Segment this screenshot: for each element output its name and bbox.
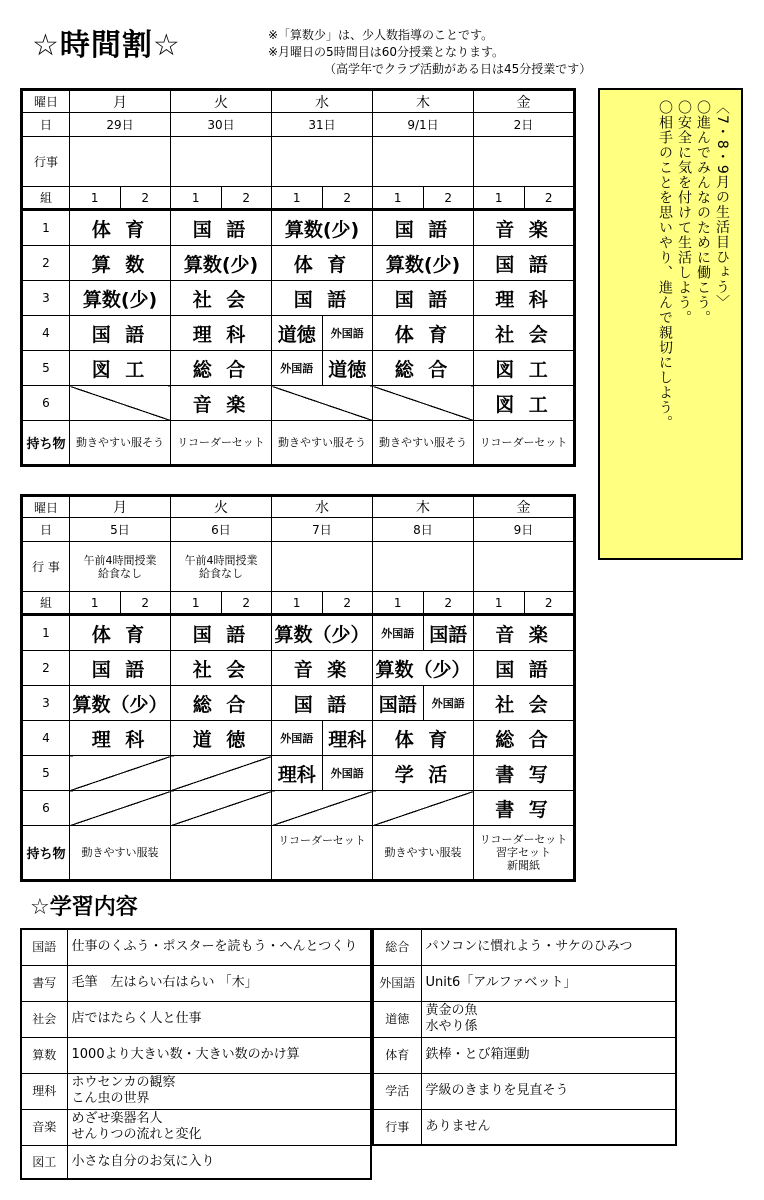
subject-cell: 理科 (272, 756, 323, 791)
subject-cell: 国 語 (70, 316, 171, 351)
event-label: 行 事 (22, 542, 70, 592)
weekday-label: 曜日 (22, 496, 70, 518)
study-content: めざせ楽器名人 せんりつの流れと変化 (67, 1109, 371, 1145)
period-label: 2 (22, 651, 70, 686)
empty-slot (373, 791, 474, 826)
items-cell: 動きやすい服装 (70, 826, 171, 881)
subject-cell: 道 徳 (171, 721, 272, 756)
subject-cell: 総 合 (474, 721, 575, 756)
note-line: ※「算数少」は、少人数指導のことです。 (268, 28, 494, 42)
items-cell: リコーダーセット (272, 826, 373, 881)
group-cell: 1 (70, 187, 121, 210)
subject-cell: 書 写 (474, 791, 575, 826)
event-cell (70, 137, 171, 187)
subject-cell: 算数(少) (70, 281, 171, 316)
study-content: 仕事のくふう・ポスターを読もう・へんとつくり (67, 929, 371, 965)
subject-cell: 音 楽 (474, 210, 575, 246)
study-subject: 総合 (373, 929, 421, 965)
group-cell: 1 (171, 187, 222, 210)
subject-cell: 国 語 (373, 210, 474, 246)
subject-cell: 外国語 (272, 351, 323, 386)
group-cell: 1 (373, 187, 424, 210)
study-content: Unit6「アルファベット」 (421, 965, 676, 1001)
goals-box (598, 88, 743, 560)
subject-cell: 国 語 (70, 651, 171, 686)
group-cell: 2 (120, 592, 171, 615)
group-cell: 2 (221, 592, 272, 615)
subject-cell: 算数（少） (373, 651, 474, 686)
subject-cell: 道徳 (272, 316, 323, 351)
subject-cell: 理 科 (171, 316, 272, 351)
subject-cell: 音 楽 (272, 651, 373, 686)
study-subject: 道徳 (373, 1001, 421, 1037)
weekday-label: 曜日 (22, 90, 70, 113)
items-cell: 動きやすい服そう (70, 421, 171, 466)
group-cell: 2 (524, 592, 575, 615)
period-label: 4 (22, 721, 70, 756)
group-cell: 2 (221, 187, 272, 210)
subject-cell: 国 語 (272, 281, 373, 316)
day-header: 金 (474, 496, 575, 518)
subject-cell: 外国語 (322, 756, 373, 791)
subject-cell: 国語 (423, 615, 474, 651)
study-subject: 算数 (21, 1037, 67, 1073)
subject-cell: 国語 (373, 686, 424, 721)
date-cell: 31日 (272, 113, 373, 137)
study-subject: 図工 (21, 1145, 67, 1179)
subject-cell: 理 科 (70, 721, 171, 756)
day-header: 火 (171, 496, 272, 518)
subject-cell: 国 語 (171, 210, 272, 246)
date-cell: 30日 (171, 113, 272, 137)
date-cell: 29日 (70, 113, 171, 137)
date-cell: 8日 (373, 518, 474, 542)
study-subject: 音楽 (21, 1109, 67, 1145)
study-content: パソコンに慣れよう・サケのひみつ (421, 929, 676, 965)
subject-cell: 総 合 (171, 686, 272, 721)
goal-line: 〇進んでみんなのために働こう。 (695, 100, 711, 325)
subject-cell: 音 楽 (474, 615, 575, 651)
subject-cell: 国 語 (474, 651, 575, 686)
goal-line: 〇安全に気を付けて生活しよう。 (676, 100, 692, 325)
items-cell: リコーダーセット (474, 421, 575, 466)
study-title: ☆学習内容 (30, 895, 138, 920)
goal-line: 〇相手のことを思いやり、進んで親切にしよう。 (657, 100, 673, 430)
group-label: 組 (22, 592, 70, 615)
subject-cell: 学 活 (373, 756, 474, 791)
study-content: 小さな自分のお気に入り (67, 1145, 371, 1179)
day-header: 水 (272, 90, 373, 113)
period-label: 1 (22, 210, 70, 246)
date-cell: 9/1日 (373, 113, 474, 137)
notes (268, 27, 591, 78)
date-cell: 2日 (474, 113, 575, 137)
group-cell: 1 (272, 187, 323, 210)
period-label: 1 (22, 615, 70, 651)
study-subject: 学活 (373, 1073, 421, 1109)
group-cell: 1 (70, 592, 121, 615)
subject-cell: 国 語 (171, 615, 272, 651)
subject-cell: 総 合 (171, 351, 272, 386)
study-content: ホウセンカの観察 こん虫の世界 (67, 1073, 371, 1109)
subject-cell: 算数（少） (272, 615, 373, 651)
study-subject: 国語 (21, 929, 67, 965)
subject-cell: 道徳 (322, 351, 373, 386)
group-label: 組 (22, 187, 70, 210)
study-content: 店ではたらく人と仕事 (67, 1001, 371, 1037)
study-subject: 外国語 (373, 965, 421, 1001)
period-label: 5 (22, 756, 70, 791)
empty-slot (171, 791, 272, 826)
empty-slot (70, 756, 171, 791)
period-label: 2 (22, 246, 70, 281)
subject-cell: 算数(少) (373, 246, 474, 281)
subject-cell: 社 会 (474, 686, 575, 721)
subject-cell: 国 語 (272, 686, 373, 721)
subject-cell: 外国語 (322, 316, 373, 351)
subject-cell: 理 科 (474, 281, 575, 316)
group-cell: 2 (322, 592, 373, 615)
timetable-week2 (20, 494, 576, 882)
day-header: 月 (70, 496, 171, 518)
timetable-week1 (20, 88, 576, 467)
study-content: 学級のきまりを見直そう (421, 1073, 676, 1109)
study-subject: 書写 (21, 965, 67, 1001)
period-label: 6 (22, 791, 70, 826)
empty-slot (272, 386, 373, 421)
items-cell: 動きやすい服そう (373, 421, 474, 466)
group-cell: 2 (524, 187, 575, 210)
group-cell: 2 (322, 187, 373, 210)
day-header: 金 (474, 90, 575, 113)
items-label: 持ち物 (22, 421, 70, 466)
subject-cell: 図 工 (70, 351, 171, 386)
study-subject: 行事 (373, 1109, 421, 1145)
event-cell (171, 137, 272, 187)
group-cell: 1 (373, 592, 424, 615)
subject-cell: 体 育 (70, 210, 171, 246)
subject-cell: 外国語 (373, 615, 424, 651)
subject-cell: 体 育 (272, 246, 373, 281)
goals-text (655, 100, 731, 550)
group-cell: 2 (120, 187, 171, 210)
study-subject: 理科 (21, 1073, 67, 1109)
empty-slot (70, 791, 171, 826)
group-cell: 1 (474, 187, 525, 210)
study-subject: 社会 (21, 1001, 67, 1037)
event-cell (373, 542, 474, 592)
study-content: ありません (421, 1109, 676, 1145)
group-cell: 2 (423, 592, 474, 615)
day-header: 水 (272, 496, 373, 518)
period-label: 4 (22, 316, 70, 351)
date-cell: 6日 (171, 518, 272, 542)
items-cell: 動きやすい服そう (272, 421, 373, 466)
date-cell: 9日 (474, 518, 575, 542)
study-content: 毛筆 左はらい右はらい 「木」 (67, 965, 371, 1001)
subject-cell: 体 育 (70, 615, 171, 651)
subject-cell: 図 工 (474, 386, 575, 421)
items-cell (171, 826, 272, 881)
subject-cell: 体 育 (373, 721, 474, 756)
period-label: 3 (22, 281, 70, 316)
subject-cell: 音 楽 (171, 386, 272, 421)
day-header: 木 (373, 496, 474, 518)
items-cell: 動きやすい服装 (373, 826, 474, 881)
day-header: 火 (171, 90, 272, 113)
items-label: 持ち物 (22, 826, 70, 881)
event-cell (272, 137, 373, 187)
event-label: 行事 (22, 137, 70, 187)
period-label: 5 (22, 351, 70, 386)
subject-cell: 算数(少) (272, 210, 373, 246)
empty-slot (171, 756, 272, 791)
empty-slot (272, 791, 373, 826)
group-cell: 1 (474, 592, 525, 615)
study-table-left (20, 928, 372, 1180)
date-label: 日 (22, 518, 70, 542)
subject-cell: 体 育 (373, 316, 474, 351)
note-line: ※月曜日の5時間目は60分授業となります。 (268, 45, 505, 59)
event-cell (474, 137, 575, 187)
subject-cell: 図 工 (474, 351, 575, 386)
subject-cell: 社 会 (171, 651, 272, 686)
subject-cell: 総 合 (373, 351, 474, 386)
study-content: 鉄棒・とび箱運動 (421, 1037, 676, 1073)
group-cell: 1 (171, 592, 222, 615)
date-cell: 5日 (70, 518, 171, 542)
event-cell: 午前4時間授業 給食なし (171, 542, 272, 592)
subject-cell: 外国語 (272, 721, 323, 756)
event-cell: 午前4時間授業 給食なし (70, 542, 171, 592)
empty-slot (70, 386, 171, 421)
study-content: 1000より大きい数・大きい数のかけ算 (67, 1037, 371, 1073)
date-cell: 7日 (272, 518, 373, 542)
day-header: 木 (373, 90, 474, 113)
goals-title: 〈7・8・9月の生活目ひょう〉 (714, 100, 730, 310)
study-subject: 体育 (373, 1037, 421, 1073)
subject-cell: 外国語 (423, 686, 474, 721)
note-line: （高学年でクラブ活動がある日は45分授業です） (324, 62, 592, 76)
study-table-right (372, 928, 677, 1146)
empty-slot (373, 386, 474, 421)
group-cell: 2 (423, 187, 474, 210)
period-label: 3 (22, 686, 70, 721)
group-cell: 1 (272, 592, 323, 615)
subject-cell: 社 会 (171, 281, 272, 316)
event-cell (474, 542, 575, 592)
page-title: ☆時間割☆ (32, 28, 181, 63)
subject-cell: 国 語 (373, 281, 474, 316)
study-content: 黄金の魚 水やり係 (421, 1001, 676, 1037)
event-cell (272, 542, 373, 592)
items-cell: リコーダーセット (171, 421, 272, 466)
subject-cell: 国 語 (474, 246, 575, 281)
subject-cell: 算数(少) (171, 246, 272, 281)
period-label: 6 (22, 386, 70, 421)
items-cell: リコーダーセット 習字セット 新聞紙 (474, 826, 575, 881)
subject-cell: 社 会 (474, 316, 575, 351)
subject-cell: 算 数 (70, 246, 171, 281)
event-cell (373, 137, 474, 187)
day-header: 月 (70, 90, 171, 113)
subject-cell: 理科 (322, 721, 373, 756)
date-label: 日 (22, 113, 70, 137)
subject-cell: 算数（少） (70, 686, 171, 721)
subject-cell: 書 写 (474, 756, 575, 791)
